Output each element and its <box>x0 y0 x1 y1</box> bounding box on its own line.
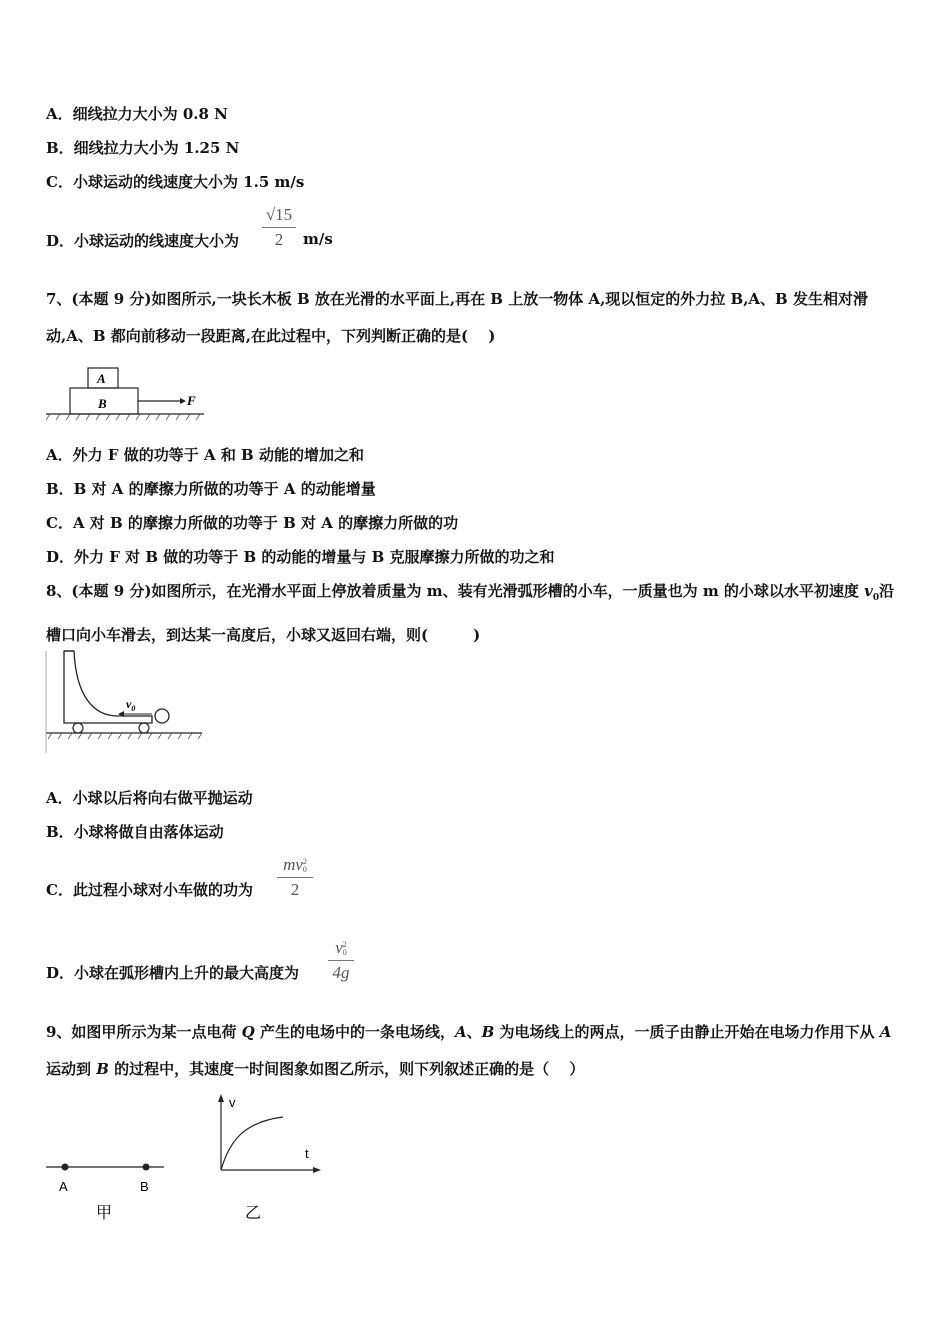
point-b-dot <box>143 1164 150 1171</box>
q6-option-c: C．小球运动的线速度大小为 1.5 m/s <box>46 173 305 191</box>
q8-option-d-fraction <box>328 938 354 983</box>
ground-hatching <box>48 733 202 739</box>
caption-yi: 乙 <box>245 1203 262 1222</box>
q8-stem-text-1: 8、(本题 9 分)如图所示，在光滑水平面上停放着质量为 m、装有光滑弧形槽的小车，一质量也为 m 的小球以水平初速度 <box>46 582 865 600</box>
q9-stem-text-6: 的过程中，其速度一时间图象如图乙所示，则下列叙述正确的是（ ） <box>108 1060 585 1078</box>
q9-stem-text-2: 产生的电场中的一条电场线， <box>254 1023 455 1041</box>
q6-option-d-unit: m/s <box>303 230 333 248</box>
num-sup: 2 <box>342 940 347 950</box>
ball <box>155 709 169 723</box>
block-a-label: A <box>97 371 106 386</box>
q9-stem-text-5: 运动到 <box>46 1060 97 1078</box>
q8-figure <box>44 648 209 758</box>
v-axis-arrowhead <box>218 1094 224 1102</box>
q9-stem-text-1: 9、如图甲所示为某一点电荷 <box>46 1023 242 1041</box>
fraction-denominator: 2 <box>290 880 300 899</box>
axis-t-label: t <box>305 1146 309 1161</box>
q8-stem-v: v <box>864 582 873 600</box>
q8-option-c: C．此过程小球对小车做的功为 <box>46 881 253 899</box>
num-v: v <box>335 938 343 957</box>
fraction-denominator: 2 <box>274 230 284 249</box>
q9-stem-text-4: 为电场线上的两点，一质子由静止开始在电场力作用下从 <box>494 1023 880 1041</box>
q6-option-a: A．细线拉力大小为 0.8 N <box>46 105 228 123</box>
wheel-left <box>73 723 83 733</box>
ground-hatching <box>46 414 200 420</box>
q7-option-d: D．外力 F 对 B 做的功等于 B 的动能的增量与 B 克服摩擦力所做的功之和 <box>46 548 555 566</box>
q7-option-c: C．A 对 B 的摩擦力所做的功等于 B 对 A 的摩擦力所做的功 <box>46 514 459 532</box>
t-axis-arrowhead <box>313 1167 321 1173</box>
num-sub: 0 <box>342 948 347 958</box>
q9-stem <box>46 1014 908 1088</box>
point-a-label: A <box>59 1179 68 1194</box>
velocity-curve <box>221 1117 283 1170</box>
q9-stem-text-3: 、 <box>466 1023 482 1041</box>
q9-point-b-2: B <box>96 1060 109 1078</box>
q8-option-d: D．小球在弧形槽内上升的最大高度为 <box>46 964 300 982</box>
num-sup: 2 <box>302 857 307 867</box>
q8-option-c-fraction <box>277 855 313 900</box>
q7-option-b: B．B 对 A 的摩擦力所做的功等于 A 的动能增量 <box>46 480 376 498</box>
q9-charge-q: Q <box>241 1023 255 1041</box>
cart-body <box>64 651 152 723</box>
q8-stem-text-2: 沿槽口向小车滑去，到达某一高度后，小球又返回右端，则( ) <box>46 582 895 644</box>
q8-stem <box>46 573 908 654</box>
point-b-label: B <box>140 1179 149 1194</box>
sqrt15: √15 <box>265 205 293 224</box>
force-arrowhead <box>180 398 186 404</box>
q9-figure-jia <box>44 1150 174 1230</box>
force-label: F <box>187 393 196 408</box>
q7-stem: 7、(本题 9 分)如图所示,一块长木板 B 放在光滑的水平面上,再在 B 上放一物体 A,现以恒定的外力拉 B,A、B 发生相对滑动,A、B 都向前移动一段距离,在此过程中，下列判断正确的是( ) <box>46 290 868 345</box>
velocity-label: $v_0$ <box>126 697 136 713</box>
q6-option-b: B．细线拉力大小为 1.25 N <box>46 139 240 157</box>
caption-jia: 甲 <box>96 1203 113 1222</box>
q7-option-a: A．外力 F 做的功等于 A 和 B 动能的增加之和 <box>46 446 364 464</box>
q9-point-b: B <box>481 1023 495 1041</box>
q6-option-d-fraction <box>262 205 296 250</box>
wheel-right <box>139 723 149 733</box>
q8-option-a: A．小球以后将向右做平抛运动 <box>46 789 253 807</box>
block-b-label: B <box>98 396 107 411</box>
axis-v-label: v <box>229 1095 236 1110</box>
q6-option-d <box>46 230 239 251</box>
q9-figure-yi <box>205 1092 330 1227</box>
q6-option-d-text: D．小球运动的线速度大小为 <box>46 232 240 250</box>
num-sub: 0 <box>302 865 307 875</box>
point-a-dot <box>62 1164 69 1171</box>
q9-point-a: A <box>454 1023 467 1041</box>
fraction-denominator: 4g <box>332 963 350 982</box>
q8-option-b: B．小球将做自由落体运动 <box>46 823 224 841</box>
num-m: m <box>283 855 296 874</box>
q9-point-a-2: A <box>879 1023 892 1041</box>
num-v: v <box>295 855 303 874</box>
q7-figure <box>44 365 214 427</box>
q8-stem-v-sub: 0 <box>872 593 880 603</box>
